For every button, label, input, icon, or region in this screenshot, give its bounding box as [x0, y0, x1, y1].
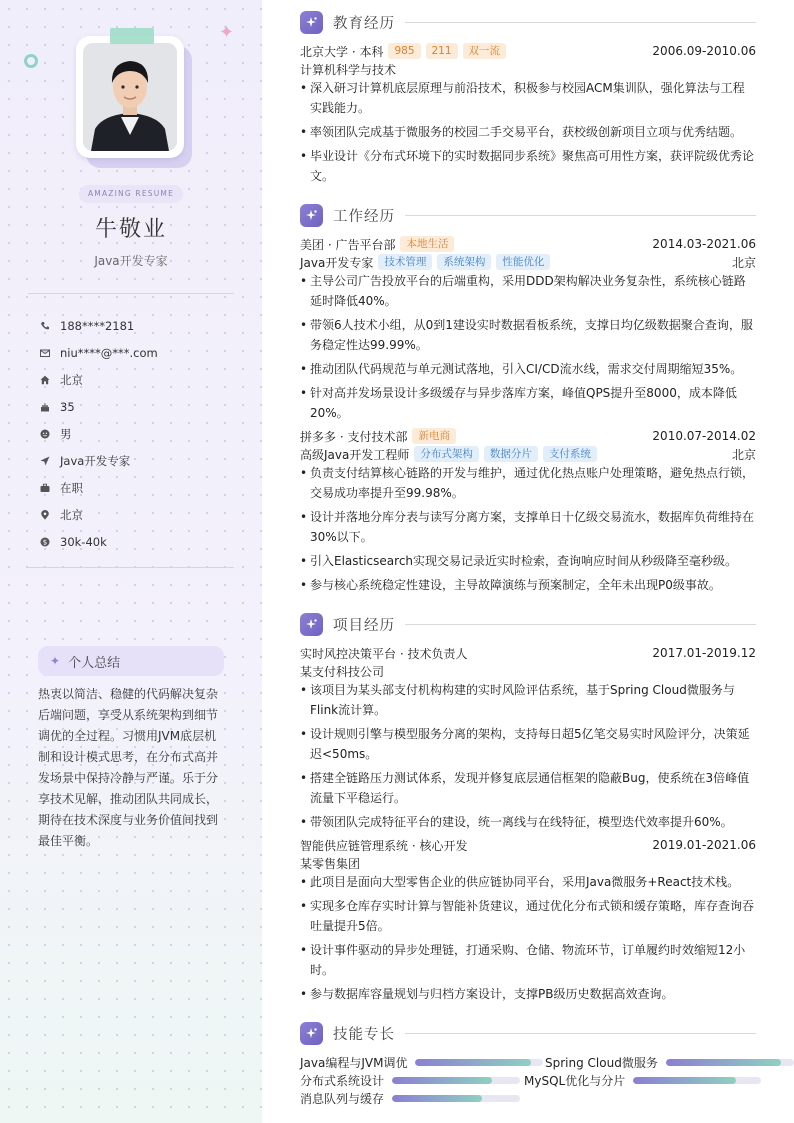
skill-item: 分布式系统设计	[300, 1071, 520, 1089]
skill-tag: 技术管理	[378, 254, 432, 270]
education-period: 2006.09-2010.06	[652, 44, 756, 58]
education-tag: 双一流	[463, 43, 507, 59]
contact-phone: 188****2181	[40, 312, 240, 339]
list-item: • 搭建全链路压力测试体系，发现并修复底层通信框架的隐蔽Bug，使系统在3倍峰值流量下平稳运行。	[300, 768, 756, 808]
contact-list	[40, 312, 240, 555]
decorative-ring-icon	[24, 54, 38, 68]
list-item: • 深入研习计算机底层原理与前沿技术，积极参与校园ACM集训队，强化算法与工程实践能力。	[300, 78, 756, 118]
skill-tag: 数据分片	[484, 446, 538, 462]
education-major: 计算机科学与技术	[300, 62, 397, 77]
list-item: • 毕业设计《分布式环境下的实时数据同步系统》聚焦高可用性方案，获评院级优秀论文。	[300, 146, 756, 186]
summary-heading: ✦ 个人总结	[38, 646, 224, 676]
list-item: • 负责支付结算核心链路的开发与维护，通过优化热点账户处理策略，避免热点行锁，交易成功率提升至99.98%。	[300, 463, 756, 503]
project-period: 2019.01-2021.06	[652, 838, 756, 852]
project-org: 某支付科技公司	[300, 664, 385, 679]
svg-text:$: $	[42, 538, 48, 547]
skill-bar	[392, 1077, 520, 1084]
skill-tag: 支付系统	[543, 446, 597, 462]
send-icon	[40, 456, 50, 466]
decorative-sparkle-icon: ✦	[219, 22, 235, 43]
list-item: • 率领团队完成基于微服务的校园二手交易平台，获校级创新项目立项与优秀结题。	[300, 122, 756, 142]
contact-email: niu****@***.com	[40, 339, 240, 366]
skill-bar	[666, 1059, 794, 1066]
sidebar	[0, 0, 262, 1123]
list-item: • 带领6人技术小组，从0到1建设实时数据看板系统，支撑日均亿级数据聚合查询，服务稳定性达99.99%。	[300, 315, 756, 355]
contact-gender: 男	[40, 420, 240, 447]
list-item: • 参与数据库容量规划与归档方案设计，支撑PB级历史数据高效查询。	[300, 984, 756, 1004]
project-name: 智能供应链管理系统 · 核心开发	[300, 838, 468, 853]
contact-location: 北京	[40, 501, 240, 528]
list-item: • 实现多仓库存实时计算与智能补货建议，通过优化分布式锁和缓存策略，库存查询吞吐量提升5倍。	[300, 896, 756, 936]
list-item: • 针对高并发场景设计多级缓存与异步落库方案，峰值QPS提升至8000，成本降低20%。	[300, 383, 756, 423]
candidate-role: Java开发专家	[94, 254, 168, 268]
job-position: Java开发专家	[300, 255, 374, 270]
education-tag: 211	[426, 43, 458, 59]
candidate-name: 牛敬业	[94, 217, 167, 242]
salary-icon	[40, 537, 50, 547]
contact-home: 北京	[40, 366, 240, 393]
section-education: 教育经历	[300, 10, 756, 34]
education-tag: 985	[388, 43, 420, 59]
skill-tag: 分布式架构	[414, 446, 479, 462]
sidebar-divider	[28, 293, 234, 294]
sparkle-icon	[300, 613, 323, 636]
gender-icon	[40, 429, 50, 439]
sparkle-icon: ✦	[50, 654, 61, 668]
job-header	[300, 235, 756, 253]
profile-photo-card	[76, 36, 190, 164]
sparkle-icon	[300, 204, 323, 227]
sidebar-divider	[28, 567, 234, 568]
briefcase-icon	[40, 483, 50, 493]
job-period: 2014.03-2021.06	[652, 237, 756, 251]
project-period: 2017.01-2019.12	[652, 646, 756, 660]
contact-status: 在职	[40, 474, 240, 501]
summary-text: 热衷以简洁、稳健的代码解决复杂后端问题，享受从系统架构到细节调优的全过程。习惯用JVM底层机制和设计模式思考，在分布式高并发场景中保持冷静与严谨。乐于分享技术见解，推动团队共同成长，期待在技术深度与业务价值间找到最佳平衡。	[38, 687, 219, 848]
list-item: • 推动团队代码规范与单元测试落地，引入CI/CD流水线，需求交付周期缩短35%。	[300, 359, 756, 379]
project-org: 某零售集团	[300, 856, 361, 871]
contact-age: 35	[40, 393, 240, 420]
skill-bar	[415, 1059, 543, 1066]
contact-salary: $ 30k-40k	[40, 528, 240, 555]
phone-icon	[40, 321, 50, 331]
list-item: • 参与核心系统稳定性建设，主导故障演练与预案制定，全年未出现P0级事故。	[300, 575, 756, 595]
company-tag: 本地生活	[400, 236, 454, 252]
skill-item: 消息队列与缓存	[300, 1089, 520, 1107]
location-pin-icon	[40, 510, 50, 520]
project-name: 实时风控决策平台 · 技术负责人	[300, 646, 468, 661]
list-item: • 此项目是面向大型零售企业的供应链协同平台，采用Java微服务+React技术栈。	[300, 872, 756, 892]
mail-icon	[40, 348, 50, 358]
list-item: • 设计事件驱动的异步处理链，打通采购、仓储、物流环节，订单履约时效缩短12小时。	[300, 940, 756, 980]
company-name: 拼多多 · 支付技术部	[300, 429, 408, 444]
job-header	[300, 427, 756, 445]
resume-badge: AMAZING RESUME	[79, 185, 183, 203]
school-name: 北京大学 · 本科	[300, 44, 384, 59]
section-work: 工作经历	[300, 203, 756, 227]
job-position-row	[300, 445, 756, 463]
job-city: 北京	[731, 447, 756, 462]
company-tag: 新电商	[412, 428, 456, 444]
list-item: • 主导公司广告投放平台的后端重构，采用DDD架构解决业务复杂性，系统核心链路延时降低40%。	[300, 271, 756, 311]
job-position-row	[300, 253, 756, 271]
avatar	[83, 43, 177, 151]
project-bullets	[300, 680, 756, 836]
list-item: • 该项目为某头部支付机构构建的实时风险评估系统，基于Spring Cloud微服务与Flink流计算。	[300, 680, 756, 720]
skill-item: Java编程与JVM调优	[300, 1053, 543, 1071]
project-header	[300, 644, 756, 662]
list-item: • 设计并落地分库分表与读写分离方案，支撑单日十亿级交易流水，数据库负荷维持在30%以下。	[300, 507, 756, 547]
photo-tape	[110, 28, 154, 44]
job-position: 高级Java开发工程师	[300, 447, 410, 462]
sparkle-icon	[300, 11, 323, 34]
skill-tag: 系统架构	[437, 254, 491, 270]
avatar-portrait-icon	[83, 43, 177, 151]
education-header	[300, 42, 756, 60]
section-skills: 技能专长	[300, 1021, 756, 1045]
contact-target-role: Java开发专家	[40, 447, 240, 474]
skill-item: MySQL优化与分片	[524, 1071, 761, 1089]
job-period: 2010.07-2014.02	[652, 429, 756, 443]
list-item: • 引入Elasticsearch实现交易记录近实时检索，查询响应时间从秒级降至毫秒级。	[300, 551, 756, 571]
education-bullets	[300, 78, 756, 190]
project-header	[300, 836, 756, 854]
list-item: • 带领团队完成特征平台的建设，统一离线与在线特征，模型迭代效率提升60%。	[300, 812, 756, 832]
job-city: 北京	[731, 255, 756, 270]
home-icon	[40, 375, 50, 385]
job-bullets	[300, 463, 756, 599]
skill-bar	[633, 1077, 761, 1084]
cake-icon	[40, 402, 50, 412]
sparkle-icon	[300, 1022, 323, 1045]
job-bullets	[300, 271, 756, 427]
project-bullets	[300, 872, 756, 1008]
skill-item: Spring Cloud微服务	[545, 1053, 794, 1071]
skill-bar	[392, 1095, 520, 1102]
company-name: 美团 · 广告平台部	[300, 237, 396, 252]
section-projects: 项目经历	[300, 612, 756, 636]
skill-tag: 性能优化	[496, 254, 550, 270]
list-item: • 设计规则引擎与模型服务分离的架构，支持每日超5亿笔交易实时风险评分，决策延迟<50ms。	[300, 724, 756, 764]
